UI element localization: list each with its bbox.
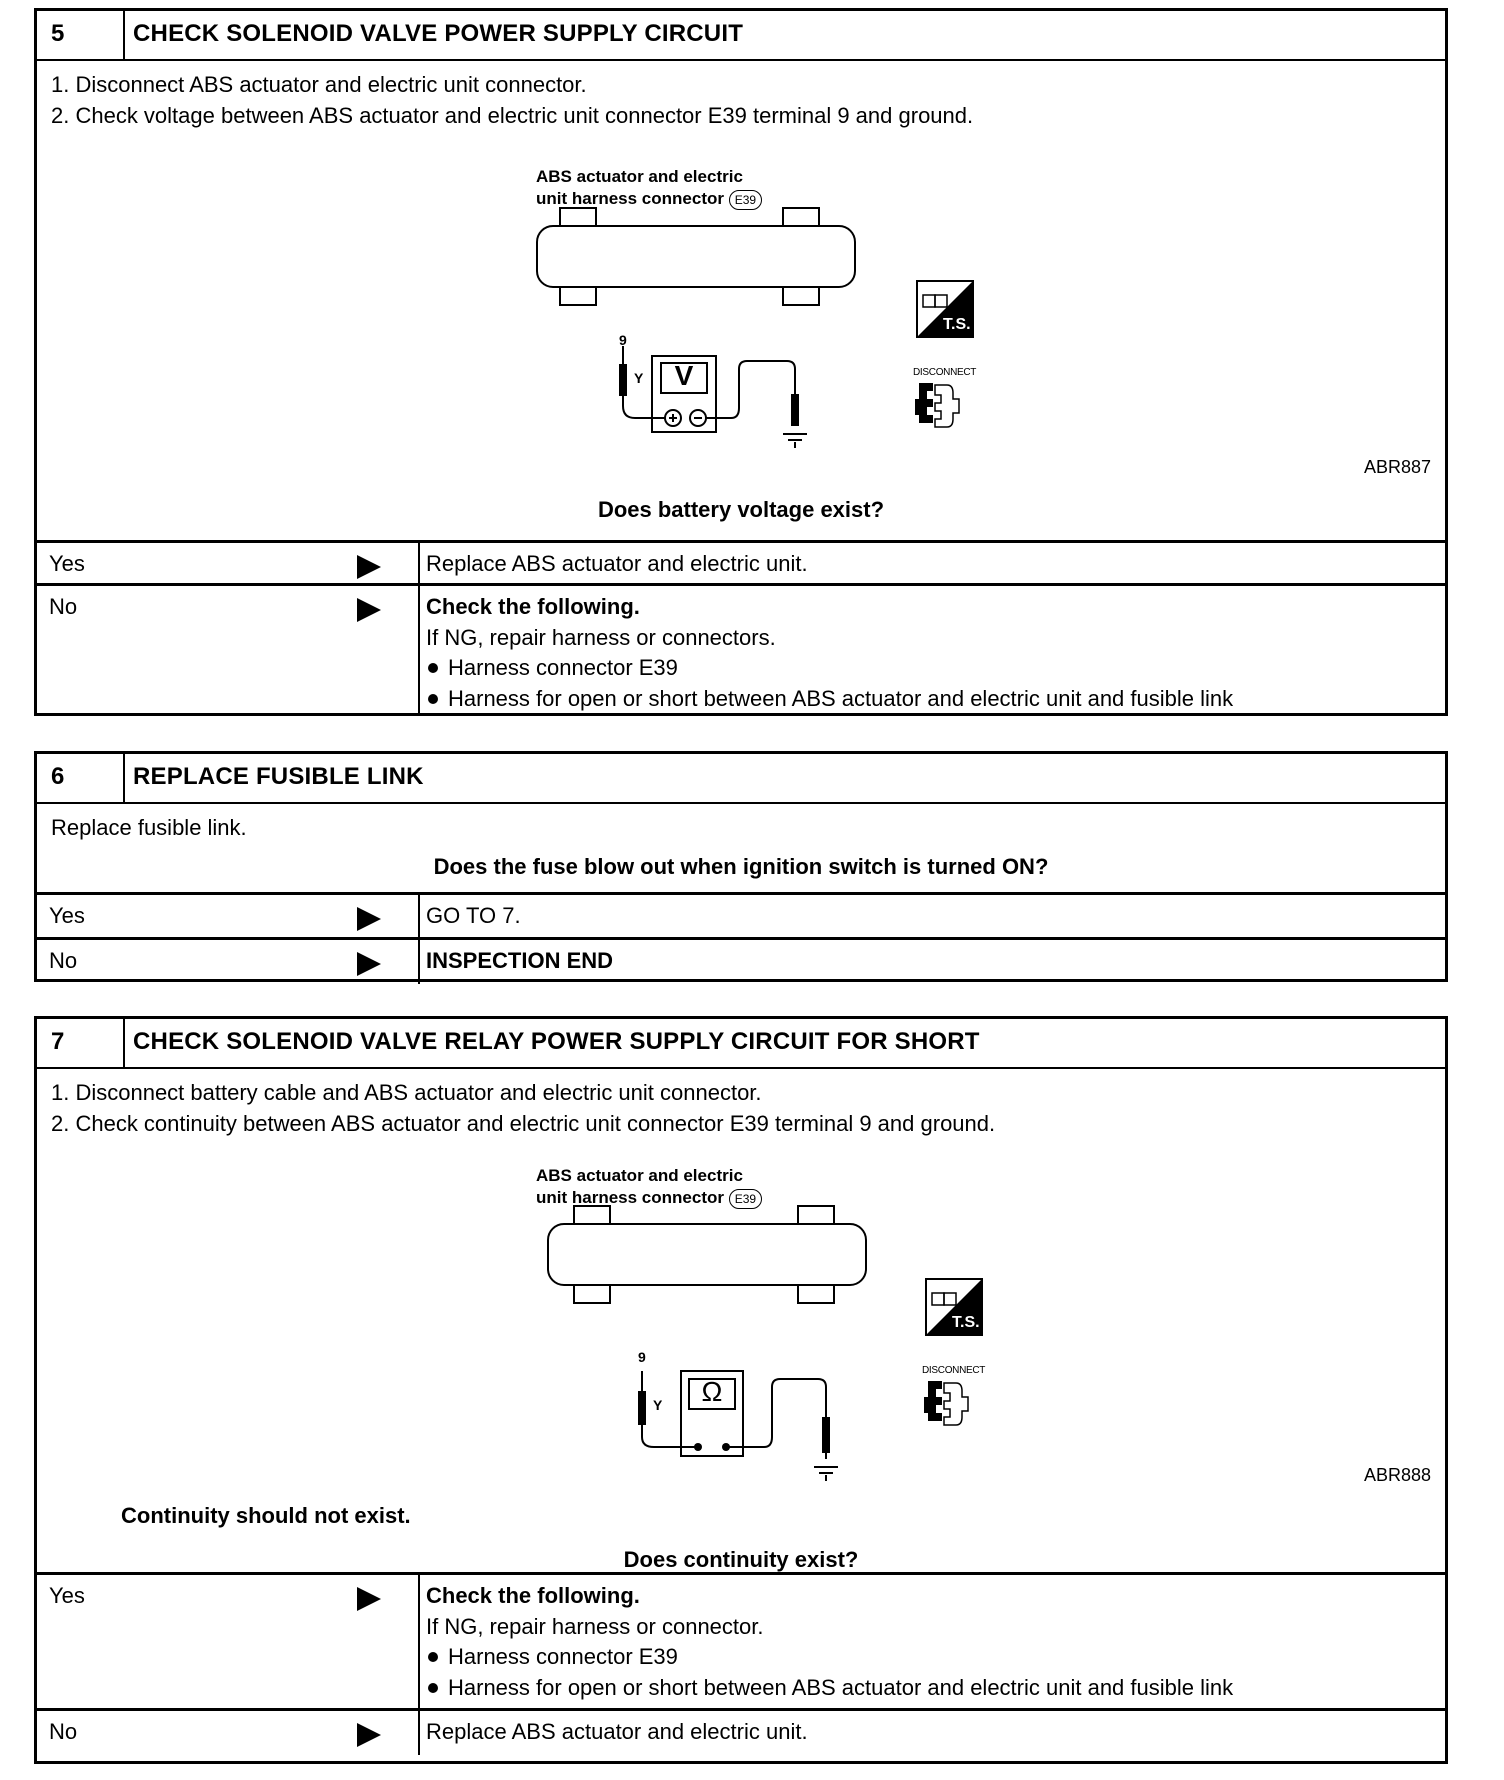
answer-label: No <box>49 1719 78 1744</box>
wire-color: Y <box>653 1397 663 1413</box>
step-number: 5 <box>37 11 125 59</box>
step-6-body <box>37 804 1445 892</box>
connector-label-line: ABS actuator and electric <box>536 167 743 186</box>
bullet-text: Harness connector E39 <box>448 1644 678 1669</box>
answer-label: Yes <box>49 551 85 576</box>
step-title: CHECK SOLENOID VALVE RELAY POWER SUPPLY CIRCUIT FOR SHORT <box>133 1028 980 1055</box>
step-title: REPLACE FUSIBLE LINK <box>133 763 424 790</box>
bullet-icon <box>428 694 438 704</box>
decision-question: Does the fuse blow out when ignition switch is turned ON? <box>433 854 1049 879</box>
meter-symbol: Ω <box>701 1376 723 1407</box>
instruction-item: Replace fusible link. <box>51 815 247 840</box>
instruction-item: 2. Check voltage between ABS actuator and electric unit connector E39 terminal 9 and ground. <box>51 103 974 128</box>
arrow-right-icon <box>357 952 381 976</box>
bullet-item <box>426 1642 1445 1673</box>
goto-link[interactable]: GO TO 7. <box>426 903 521 928</box>
decision-question: Does battery voltage exist? <box>597 497 885 522</box>
instruction-list <box>37 804 1445 843</box>
answer-result: INSPECTION END <box>426 948 614 973</box>
bullet-text: Harness for open or short between ABS actuator and electric unit and fusible link <box>448 685 1234 711</box>
result-title: Check the following. <box>426 1583 640 1608</box>
answer-no-row <box>37 583 1445 716</box>
step-title: CHECK SOLENOID VALVE POWER SUPPLY CIRCUIT <box>133 20 744 47</box>
bullet-item <box>426 1673 1445 1704</box>
step-7-body <box>37 1069 1445 1572</box>
result-text: If NG, repair harness or connectors. <box>426 624 776 650</box>
connector-voltage-diagram <box>533 156 1013 496</box>
meter-symbol: V <box>674 360 694 391</box>
answer-label: No <box>49 948 78 973</box>
answer-no-row <box>37 1708 1445 1755</box>
arrow-right-icon <box>357 598 381 622</box>
answer-result: Replace ABS actuator and electric unit. <box>426 551 808 576</box>
arrow-right-icon <box>357 1587 381 1611</box>
result-title: Check the following. <box>426 594 640 619</box>
step-5-block <box>34 8 1448 716</box>
answer-no-row <box>37 937 1445 984</box>
connector-id-badge: E39 <box>729 190 762 210</box>
connector-label <box>536 1165 762 1209</box>
arrow-right-icon <box>357 907 381 931</box>
step-number: 6 <box>37 754 125 802</box>
arrow-right-icon <box>357 555 381 579</box>
step-7-block <box>34 1016 1448 1764</box>
wire-color: Y <box>634 370 644 386</box>
connector-label <box>536 166 762 210</box>
answer-yes-row <box>37 540 1445 583</box>
connector-label-line: ABS actuator and electric <box>536 1166 743 1185</box>
step-6-block <box>34 751 1448 982</box>
connector-label-line: unit harness connector <box>536 1188 724 1207</box>
bullet-icon <box>428 1652 438 1662</box>
terminal-number: 9 <box>638 1349 646 1365</box>
bullet-text: Harness for open or short between ABS actuator and electric unit and fusible link <box>448 1674 1234 1700</box>
answer-result: Replace ABS actuator and electric unit. <box>426 1719 808 1744</box>
result-text: If NG, repair harness or connector. <box>426 1613 764 1639</box>
bullet-icon <box>428 1683 438 1693</box>
step-5-header <box>37 11 1445 61</box>
bullet-item <box>426 684 1445 715</box>
bullet-icon <box>428 663 438 673</box>
step-6-header <box>37 754 1445 804</box>
arrow-right-icon <box>357 1723 381 1747</box>
instruction-item: 2. Check continuity between ABS actuator and electric unit connector E39 terminal 9 and ground. <box>51 1111 996 1136</box>
ts-label: T.S. <box>943 316 971 333</box>
bullet-item <box>426 653 1445 684</box>
answer-yes-row <box>37 892 1445 937</box>
disconnect-label: DISCONNECT <box>913 367 977 378</box>
connector-label-line: unit harness connector <box>536 189 724 208</box>
answer-label: Yes <box>49 1583 85 1608</box>
figure-code: ABR888 <box>1363 1465 1431 1485</box>
instruction-list <box>37 61 1445 131</box>
instruction-item: 1. Disconnect ABS actuator and electric unit connector. <box>51 72 587 97</box>
disconnect-icon <box>915 383 959 427</box>
answer-yes-row <box>37 1572 1445 1708</box>
answer-label: Yes <box>49 903 85 928</box>
ts-label: T.S. <box>952 1314 980 1331</box>
decision-question: Does continuity exist? <box>623 1547 859 1572</box>
disconnect-icon <box>924 1381 968 1425</box>
step-5-body <box>37 61 1445 540</box>
instruction-item: 1. Disconnect battery cable and ABS actuator and electric unit connector. <box>51 1080 762 1105</box>
step-number: 7 <box>37 1019 125 1067</box>
answer-label: No <box>49 594 78 619</box>
instruction-list <box>37 1069 1445 1139</box>
answer-result <box>420 586 1445 716</box>
answer-result <box>420 1575 1445 1708</box>
bullet-text: Harness connector E39 <box>448 655 678 680</box>
disconnect-label: DISCONNECT <box>922 1365 986 1376</box>
figure-code: ABR887 <box>1363 457 1431 477</box>
connector-id-badge: E39 <box>729 1189 762 1209</box>
expected-result-note: Continuity should not exist. <box>121 1503 411 1528</box>
connector-continuity-diagram <box>536 1149 1016 1499</box>
step-7-header <box>37 1019 1445 1069</box>
terminal-number: 9 <box>619 332 627 348</box>
